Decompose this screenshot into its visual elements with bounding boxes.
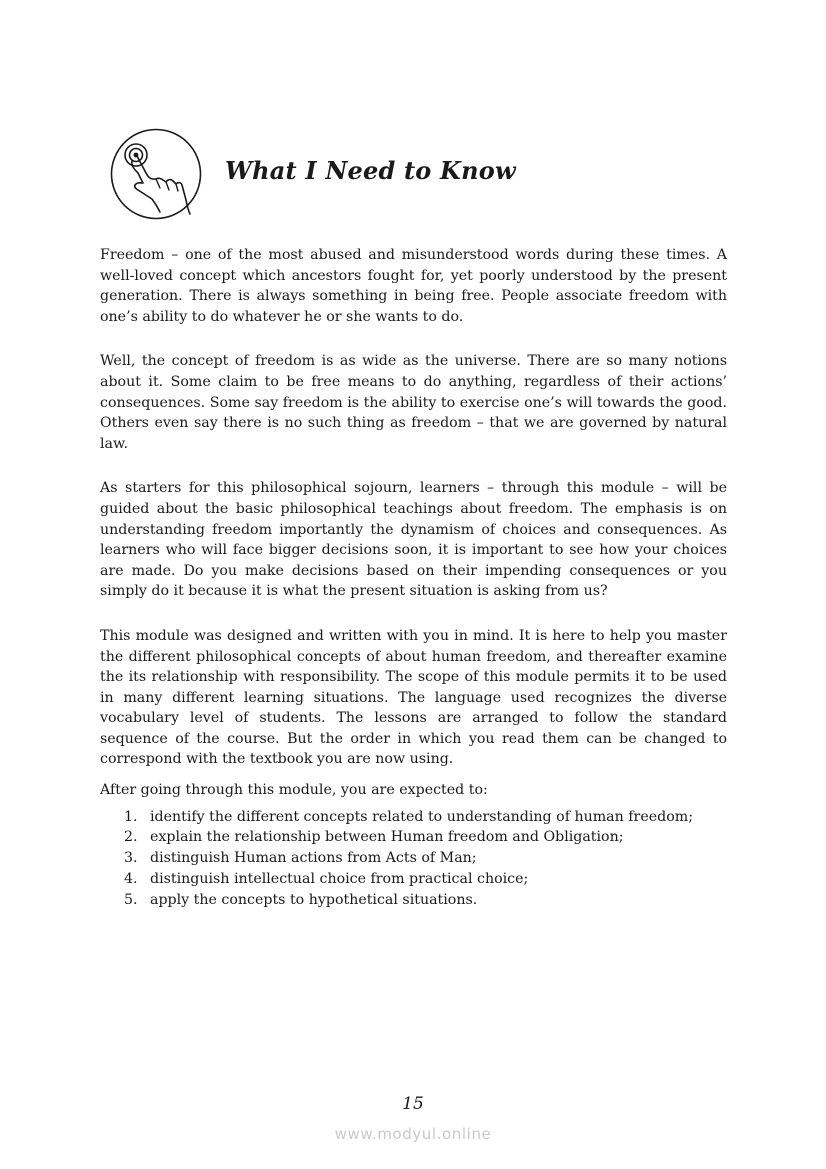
list-item-text: distinguish Human actions from Acts of Man;: [150, 850, 477, 867]
watermark: www.modyul.online: [334, 1125, 492, 1143]
page-number: 15: [402, 1094, 424, 1114]
paragraph: Well, the concept of freedom is as wide as the universe. There are so many notions about it. Some claim to be free means to do anything, regardless of their actions’ consequences. Some say freedom is the ability to exercise one’s will towards the good. Others even say there is no such thing as freedom – that we are governed by natural law.: [100, 353, 727, 452]
objectives-list: [100, 807, 727, 911]
section-header: [110, 128, 610, 220]
list-item: [124, 848, 727, 869]
touch-hand-icon: [110, 128, 202, 220]
objectives-intro: After going through this module, you are expected to:: [100, 782, 488, 799]
list-item: [124, 827, 727, 848]
list-item-number: 2.: [124, 829, 138, 846]
list-item-number: 1.: [124, 808, 138, 825]
module-body: [100, 245, 727, 911]
list-item-number: 3.: [124, 850, 138, 867]
paragraph: This module was designed and written with you in mind. It is here to help you master the different philosophical concepts of about human freedom, and thereafter examine the its relationship with responsibility. The scope of this module permits it to be used in many different learning situations. The language used recognizes the diverse vocabulary level of students. The lessons are arranged to follow the standard sequence of the course. But the order in which you read them can be changed to correspond with the textbook you are now using.: [100, 627, 727, 768]
paragraph: Freedom – one of the most abused and misunderstood words during these times. A well-loved concept which ancestors fought for, yet poorly understood by the present generation. There is always something in being free. People associate freedom with one’s ability to do whatever he or she wants to do.: [100, 247, 727, 325]
list-item: [124, 869, 727, 890]
list-item-text: apply the concepts to hypothetical situations.: [150, 891, 478, 908]
list-item-number: 4.: [124, 871, 138, 888]
list-item-text: identify the different concepts related to understanding of human freedom;: [150, 808, 693, 825]
list-item-text: explain the relationship between Human freedom and Obligation;: [150, 829, 624, 846]
list-item-text: distinguish intellectual choice from practical choice;: [150, 871, 529, 888]
list-item: [124, 807, 727, 828]
list-item: [124, 890, 727, 911]
list-item-number: 5.: [124, 891, 138, 908]
paragraph: As starters for this philosophical sojourn, learners – through this module – will be guided about the basic philosophical teachings about freedom. The emphasis is on understanding freedom importantly the dynamism of choices and consequences. As learners who will face bigger decisions soon, it is important to see how your choices are made. Do you make decisions based on their impending consequences or you simply do it because it is what the present situation is asking from us?: [100, 480, 727, 600]
section-title: What I Need to Know: [225, 156, 516, 185]
